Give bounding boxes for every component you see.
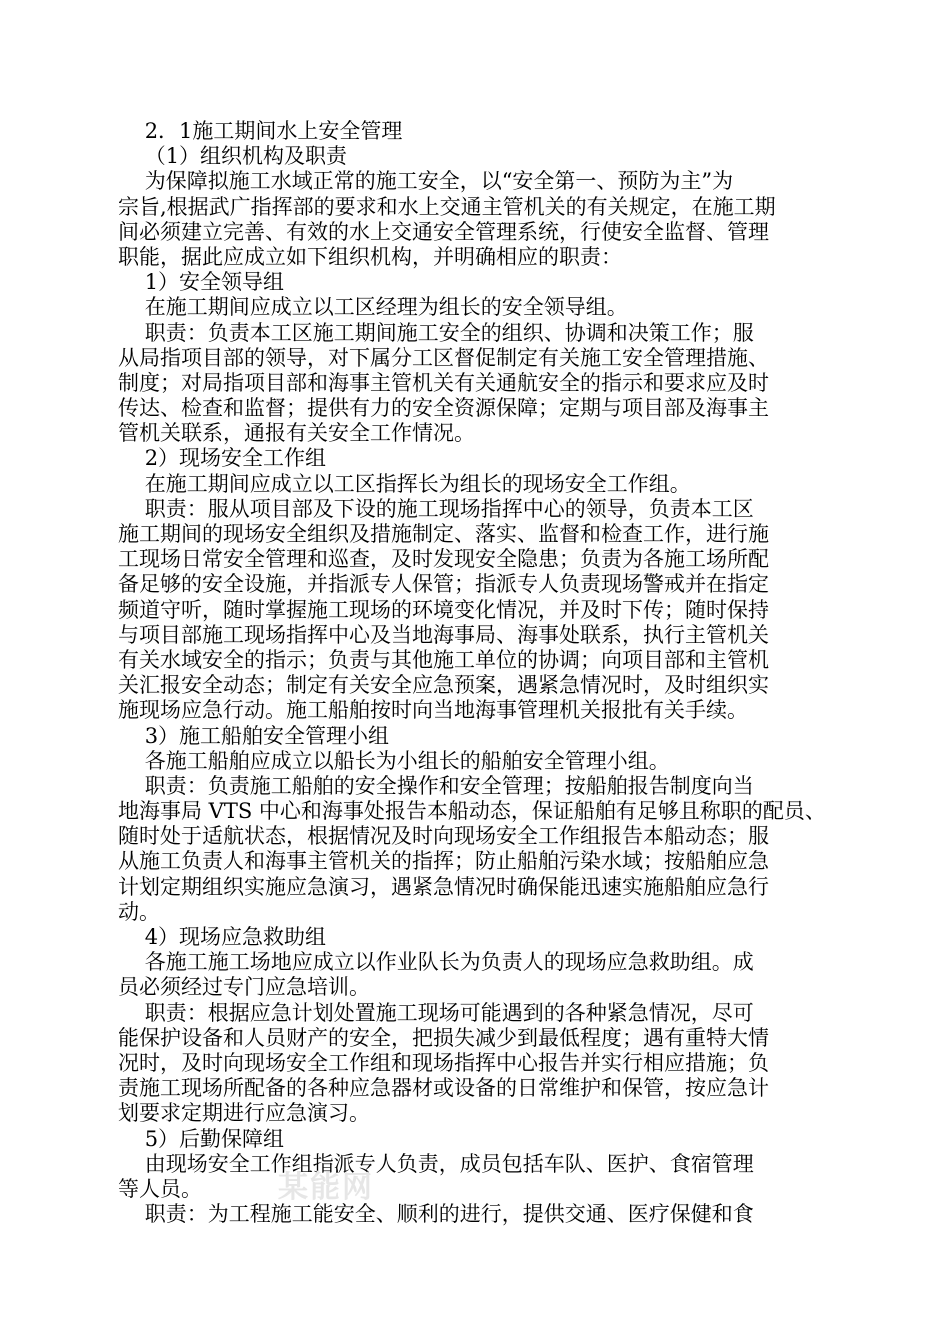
text-line: 等人员。 [118, 1176, 202, 1201]
text-line: 频道守听，随时掌握施工现场的环境变化情况，并及时下传；随时保持 [118, 597, 769, 622]
text-line: 计划定期组织实施应急演习，遇紧急情况时确保能迅速实施船舶应急行 [118, 874, 769, 899]
text-line: 划要求定期进行应急演习。 [118, 1101, 370, 1126]
text-line: 管机关联系，通报有关安全工作情况。 [118, 421, 475, 446]
text-line: 地海事局 VTS 中心和海事处报告本船动态，保证船舶有足够且称职的配员、 [118, 799, 826, 824]
text-line: 职责：为工程施工能安全、顺利的进行，提供交通、医疗保健和食 [118, 1202, 754, 1227]
text-line: 备足够的安全设施，并指派专人保管；指派专人负责现场警戒并在指定 [118, 572, 769, 597]
text-line: 职责：根据应急计划处置施工现场可能遇到的各种紧急情况，尽可 [118, 1000, 754, 1025]
text-line: 有关水域安全的指示；负责与其他施工单位的协调；向项目部和主管机 [118, 647, 769, 672]
text-line: 职责：负责施工船舶的安全操作和安全管理；按船舶报告制度向当 [118, 773, 754, 798]
text-line: 2．1施工期间水上安全管理 [118, 119, 403, 143]
text-line: 2）现场安全工作组 [118, 446, 327, 471]
text-line: 为保障拟施工水域正常的施工安全，以“安全第一、预防为主”为 [118, 169, 734, 194]
text-line: 1）安全领导组 [118, 270, 285, 295]
text-line: 与项目部施工现场指挥中心及当地海事局、海事处联系，执行主管机关 [118, 622, 769, 647]
text-line: 工现场日常安全管理和巡查，及时发现安全隐患；负责为各施工场所配 [118, 547, 769, 572]
text-line: 传达、检查和监督；提供有力的安全资源保障；定期与项目部及海事主 [118, 396, 769, 421]
text-line: 职能，据此应成立如下组织机构，并明确相应的职责： [118, 244, 622, 269]
text-line: 从施工负责人和海事主管机关的指挥；防止船舶污染水域；按船舶应急 [118, 849, 769, 874]
text-line: 由现场安全工作组指派专人负责，成员包括车队、医护、食宿管理 [118, 1151, 754, 1176]
text-line: 动。 [118, 899, 160, 924]
text-line: 责施工现场所配备的各种应急器材或设备的日常维护和保管，按应急计 [118, 1076, 769, 1101]
text-line: 施现场应急行动。施工船舶按时向当地海事管理机关报批有关手续。 [118, 698, 748, 723]
text-line: 各施工施工场地应成立以作业队长为负责人的现场应急救助组。成 [118, 950, 754, 975]
text-line: 5）后勤保障组 [118, 1126, 285, 1151]
text-line: 职责：服从项目部及下设的施工现场指挥中心的领导，负责本工区 [118, 496, 754, 521]
text-line: 随时处于适航状态，根据情况及时向现场安全工作组报告本船动态；服 [118, 824, 769, 849]
text-line: 宗旨,根据武广指挥部的要求和水上交通主管机关的有关规定，在施工期 [118, 194, 776, 219]
text-line: 关汇报安全动态；制定有关安全应急预案，遇紧急情况时，及时组织实 [118, 673, 769, 698]
text-line: 制度；对局指项目部和海事主管机关有关通航安全的指示和要求应及时 [118, 370, 769, 395]
document-body [118, 119, 834, 1227]
text-line: 在施工期间应成立以工区指挥长为组长的现场安全工作组。 [118, 471, 691, 496]
text-line: 从局指项目部的领导，对下属分工区督促制定有关施工安全管理措施、 [118, 345, 769, 370]
text-line: 况时，及时向现场安全工作组和现场指挥中心报告并实行相应措施；负 [118, 1050, 769, 1075]
text-line: 间必须建立完善、有效的水上交通安全管理系统，行使安全监督、管理 [118, 219, 769, 244]
text-line: 各施工船舶应成立以船长为小组长的船舶安全管理小组。 [118, 748, 670, 773]
text-line: 4）现场应急救助组 [118, 925, 327, 949]
text-line: 能保护设备和人员财产的安全，把损失减少到最低程度；遇有重特大情 [118, 1025, 769, 1050]
text-line: 3）施工船舶安全管理小组 [118, 723, 390, 748]
text-line: 在施工期间应成立以工区经理为组长的安全领导组。 [118, 295, 628, 320]
text-line: 员必须经过专门应急培训。 [118, 975, 370, 1000]
text-line: 职责：负责本工区施工期间施工安全的组织、协调和决策工作；服 [118, 320, 754, 345]
text-line: （1）组织机构及职责 [118, 144, 348, 169]
text-line: 施工期间的现场安全组织及措施制定、落实、监督和检查工作，进行施 [118, 522, 769, 546]
watermark: 某能网 [278, 1170, 374, 1205]
